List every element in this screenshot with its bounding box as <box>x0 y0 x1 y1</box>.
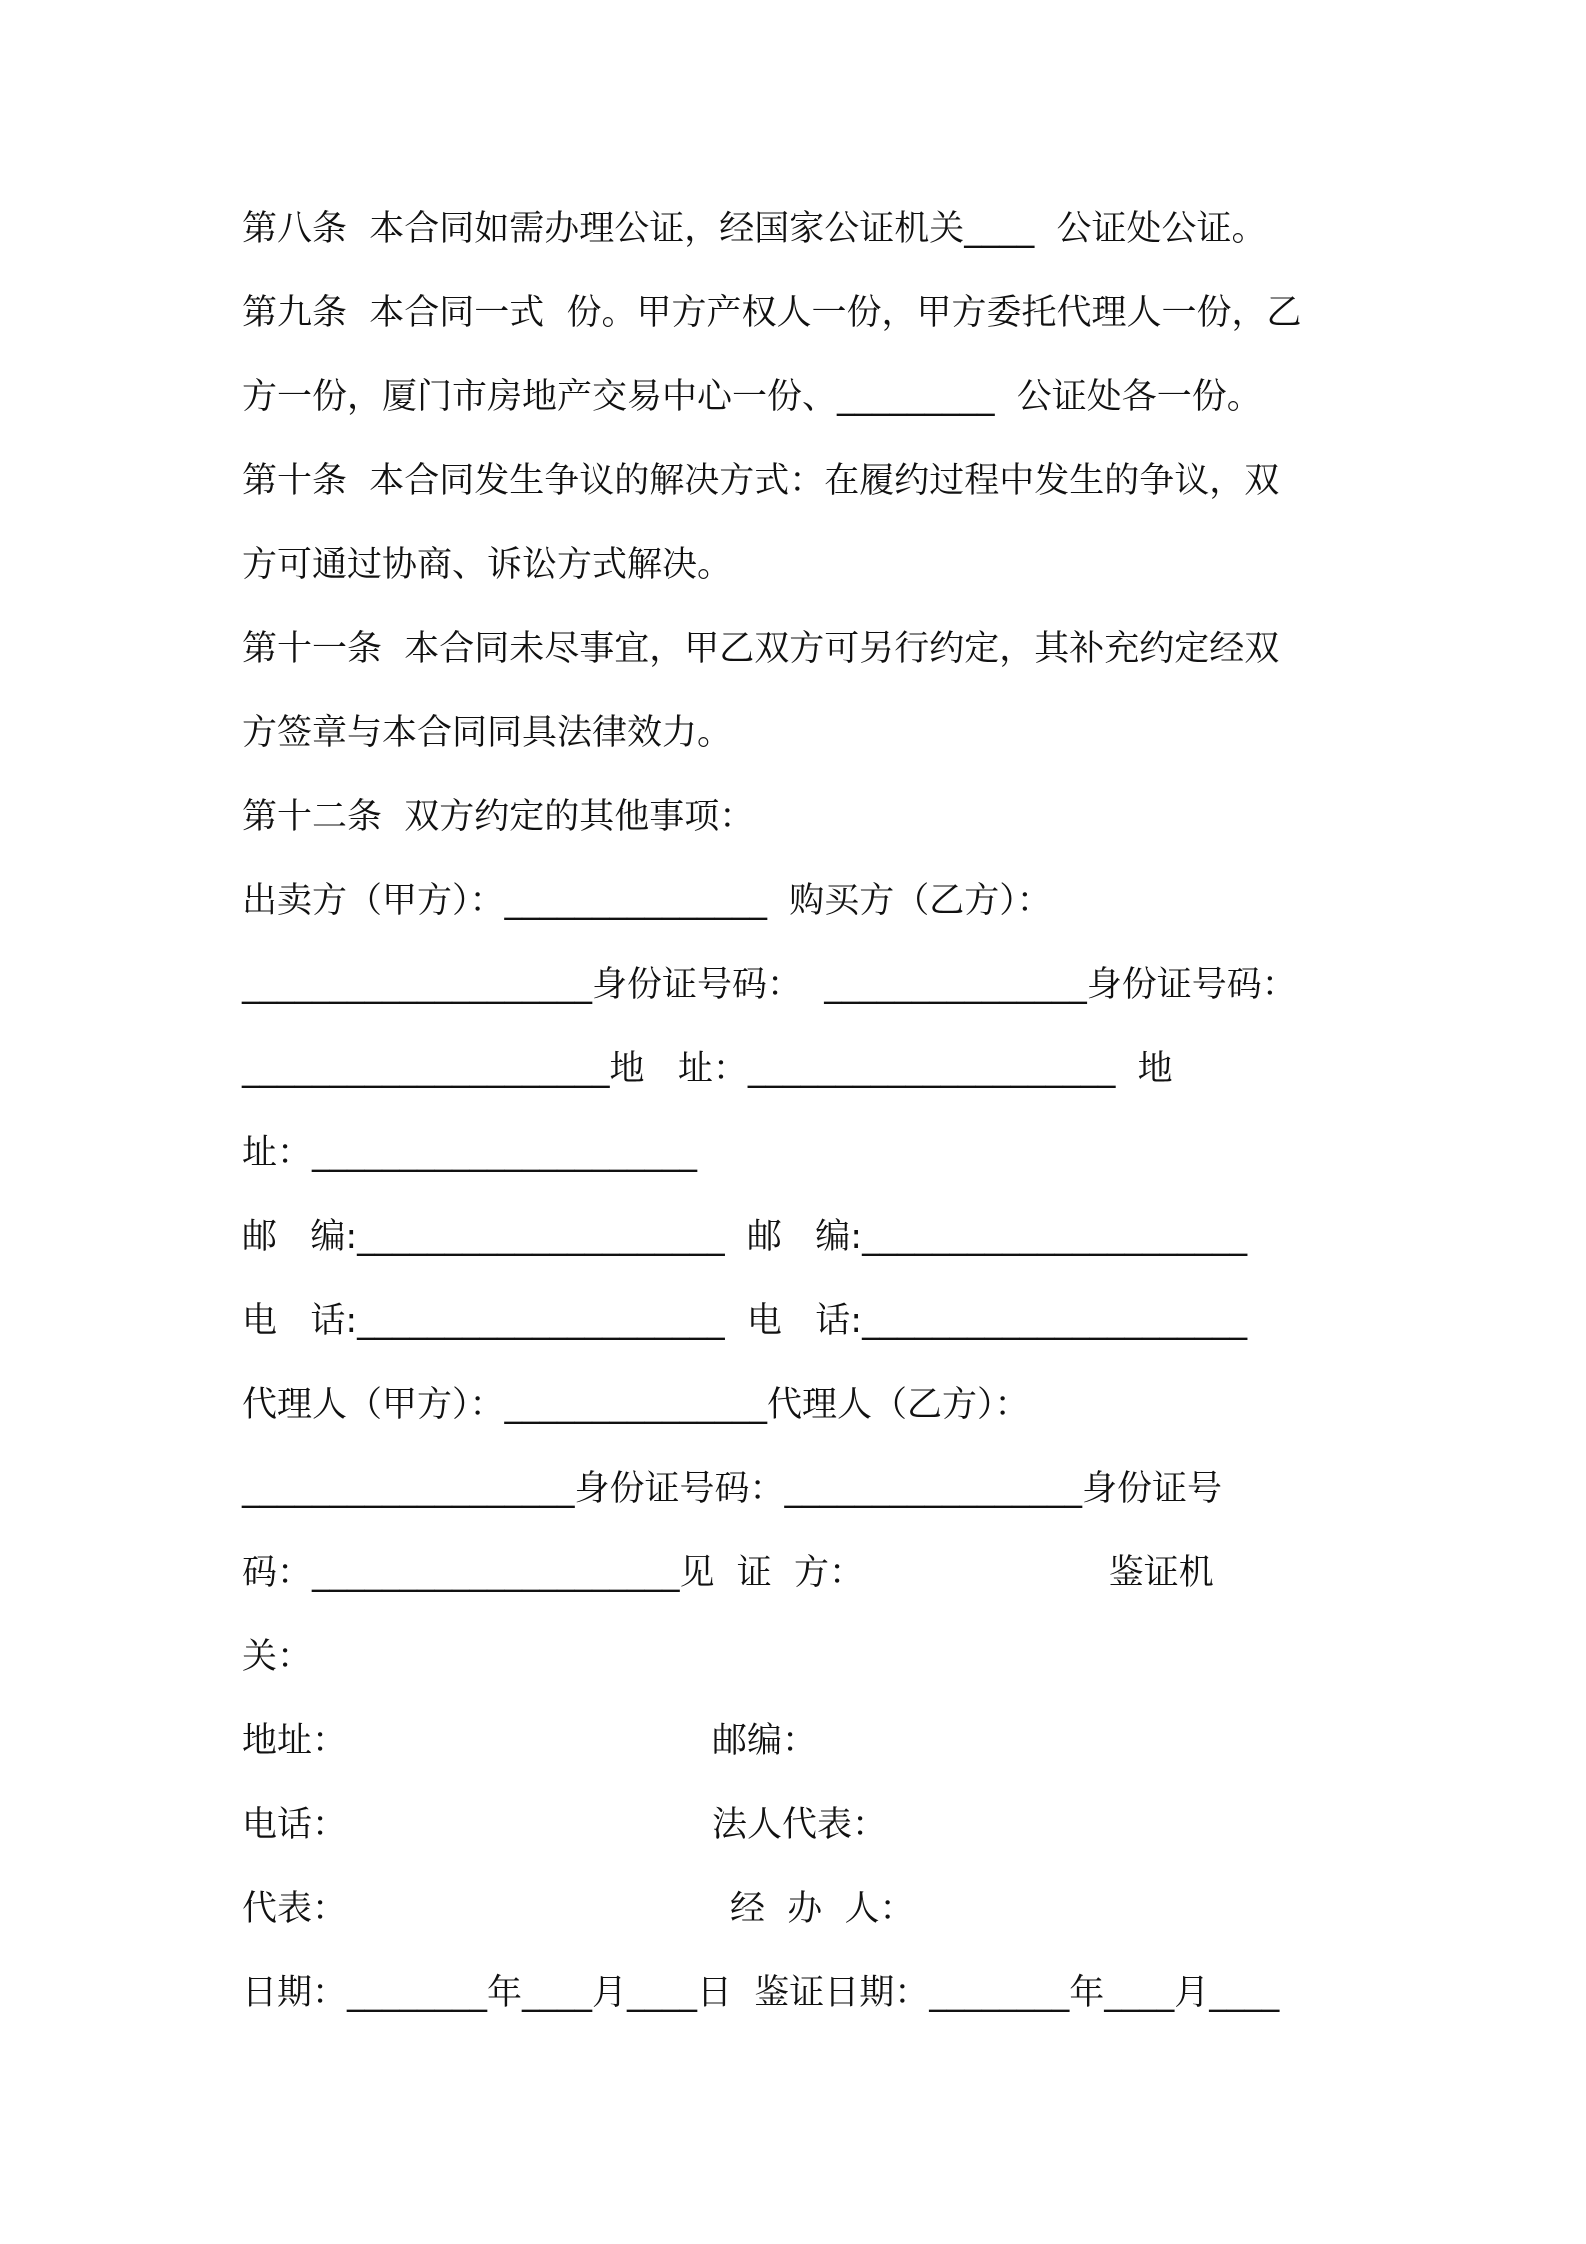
clause-8: 第八条 本合同如需办理公证，经国家公证机关____ 公证处公证。 <box>242 209 1267 249</box>
agent-id-line: ___________________身份证号码：_________________身份证号 <box>242 1469 1223 1509</box>
witness-line-2: 关： <box>242 1637 313 1677</box>
representative-label: 代表： <box>242 1889 348 1929</box>
witness-line: 码：_____________________见 证 方： 鉴证机 <box>242 1553 1214 1593</box>
postcode-line: 邮 编:_____________________ 邮 编:______________________ <box>242 1217 1248 1257</box>
seller-buyer-line: 出卖方（甲方）：_______________ 购买方（乙方）： <box>242 881 1052 921</box>
address-line: _____________________地 址：_____________________ 地 <box>242 1049 1173 1089</box>
authority-address-label: 地址： <box>242 1721 348 1761</box>
agent-line: 代理人（甲方）：_______________代理人（乙方）： <box>242 1385 1030 1425</box>
authority-postcode-label: 邮编： <box>712 1721 818 1761</box>
clause-10-line-1: 第十条 本合同发生争议的解决方式：在履约过程中发生的争议，双 <box>242 461 1280 501</box>
address-line-2: 址：______________________ <box>242 1133 698 1173</box>
id-number-line: ____________________身份证号码： _______________身份证号码： <box>242 965 1297 1005</box>
clause-11-line-1: 第十一条 本合同未尽事宜，甲乙双方可另行约定，其补充约定经双 <box>242 629 1280 669</box>
clause-10-line-2: 方可通过协商、诉讼方式解决。 <box>242 545 733 585</box>
legal-representative-label: 法人代表： <box>712 1805 888 1845</box>
clause-12: 第十二条 双方约定的其他事项： <box>242 797 755 837</box>
clause-9-line-2: 方一份，厦门市房地产交易中心一份、_________ 公证处各一份。 <box>242 377 1262 417</box>
date-line: 日期：________年____月____日 鉴证日期：________年____月____ <box>242 1973 1280 2013</box>
authority-phone-label: 电话： <box>242 1805 348 1845</box>
clause-11-line-2: 方签章与本合同同具法律效力。 <box>242 713 733 753</box>
phone-line: 电 话:_____________________ 电 话:______________________ <box>242 1301 1248 1341</box>
handler-label: 经 办 人： <box>730 1889 915 1929</box>
clause-9-line-1: 第九条 本合同一式 份。甲方产权人一份，甲方委托代理人一份，乙 <box>242 293 1302 333</box>
